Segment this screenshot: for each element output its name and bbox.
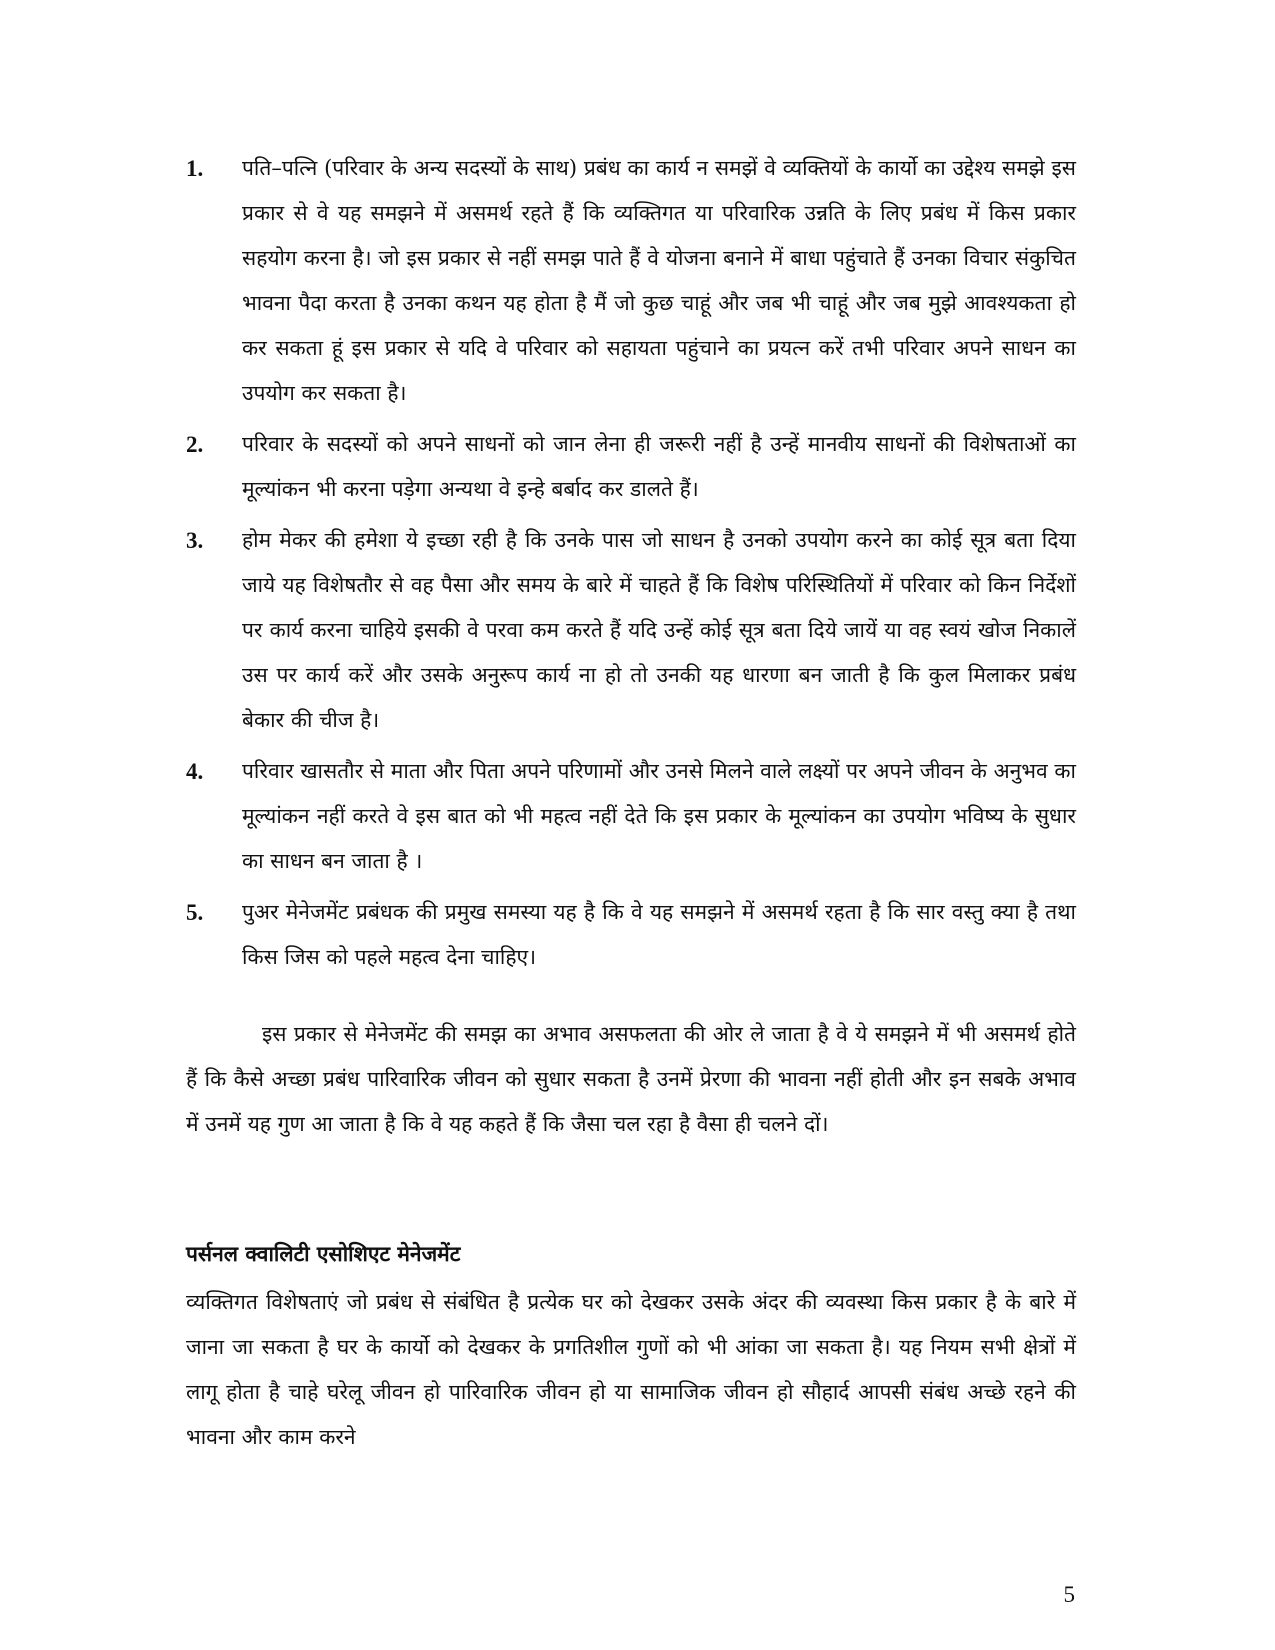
list-item-text: पुअर मेनेजमेंट प्रबंधक की प्रमुख समस्या यह है कि वे यह समझने में असमर्थ रहता है कि सार वस्तु क्या है तथा किस जिस को पहले महत्व देना चाहिए।: [242, 900, 1076, 969]
list-item: [186, 422, 1076, 512]
list-item-text: पति–पत्नि (परिवार के अन्य सदस्यों के साथ) प्रबंध का कार्य न समझें वे व्यक्तियों के कार्यो का उद्देश्य समझे इस प्रकार से वे यह समझने में असमर्थ रहते हैं कि व्यक्तिगत या परिवारिक उन्नति के लिए प्रबंध में किस प्रकार सहयोग करना है। जो इस प्रकार से नहीं समझ पाते हैं वे योजना बनाने में बाधा पहुंचाते हैं उनका विचार संकुचित भावना पैदा करता है उनका कथन यह होता है मैं जो कुछ चाहूं और जब भी चाहूं और जब मुझे आवश्यकता हो कर सकता हूं इस प्रकार से यदि वे परिवार को सहायता पहुंचाने का प्रयत्न करें तभी परिवार अपने साधन का उपयोग कर सकता है।: [242, 156, 1076, 405]
list-item: [186, 146, 1076, 416]
list-item: [186, 749, 1076, 884]
summary-paragraph: इस प्रकार से मेनेजमेंट की समझ का अभाव असफलता की ओर ले जाता है वे ये समझने में भी असमर्थ होते हैं कि कैसे अच्छा प्रबंध पारिवारिक जीवन को सुधार सकता है उनमें प्रेरणा की भावना नहीं होती और इन सबके अभाव में उनमें यह गुण आ जाता है कि वे यह कहते हैं कि जैसा चल रहा है वैसा ही चलने दों।: [186, 1022, 1076, 1136]
list-item-number: 2.: [186, 432, 204, 457]
list-item-number: 4.: [186, 759, 204, 784]
list-item-text: परिवार के सदस्यों को अपने साधनों को जान लेना ही जरूरी नहीं है उन्हें मानवीय साधनों की विशेषताओं का मूल्यांकन भी करना पड़ेगा अन्यथा वे इन्हे बर्बाद कर डालते हैं।: [242, 432, 1076, 501]
list-item: [186, 890, 1076, 980]
list-item-text: परिवार खासतौर से माता और पिता अपने परिणामों और उनसे मिलने वाले लक्ष्यों पर अपने जीवन के अनुभव का मूल्यांकन नहीं करते वे इस बात को भी महत्व नहीं देते कि इस प्रकार के मूल्यांकन का उपयोग भविष्य के सुधार का साधन बन जाता है ।: [242, 759, 1076, 873]
page-number: 5: [1063, 1582, 1075, 1607]
list-item-number: 1.: [186, 156, 204, 181]
list-item-number: 3.: [186, 528, 204, 553]
list-item-text: होम मेकर की हमेशा ये इच्छा रही है कि उनके पास जो साधन है उनको उपयोग करने का कोई सूत्र बता दिया जाये यह विशेषतौर से वह पैसा और समय के बारे में चाहते हैं कि विशेष परिस्थितियों में परिवार को किन निर्देशों पर कार्य करना चाहिये इसकी वे परवा कम करते हैं यदि उन्हें कोई सूत्र बता दिये जायें या वह स्वयं खोज निकालें उस पर कार्य करें और उसके अनुरूप कार्य ना हो तो उनकी यह धारणा बन जाती है कि कुल मिलाकर प्रबंध बेकार की चीज है।: [242, 528, 1076, 732]
section-heading: पर्सनल क्वालिटी एसोशिएट मेनेजमेंट: [186, 1241, 461, 1266]
numbered-list: [186, 146, 1076, 986]
list-item-number: 5.: [186, 900, 204, 925]
section-paragraph: व्यक्तिगत विशेषताएं जो प्रबंध से संबंधित है प्रत्येक घर को देखकर उसके अंदर की व्यवस्था किस प्रकार है के बारे में जाना जा सकता है घर के कार्यो को देखकर के प्रगतिशील गुणों को भी आंका जा सकता है। यह नियम सभी क्षेत्रों में लागू होता है चाहे घरेलू जीवन हो पारिवारिक जीवन हो या सामाजिक जीवन हो सौहार्द आपसी संबंध अच्छे रहने की भावना और काम करने: [186, 1290, 1076, 1449]
list-item: [186, 518, 1076, 743]
